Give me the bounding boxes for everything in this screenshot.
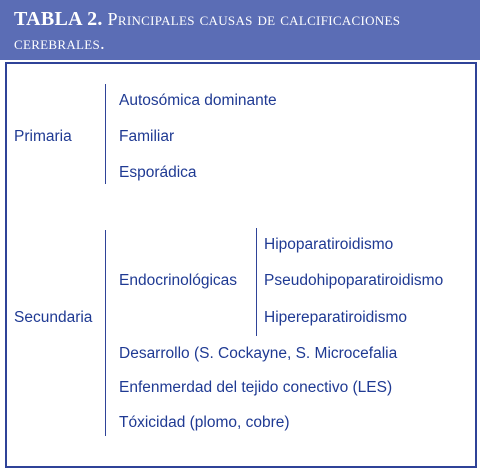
endocrino-item-hipereparatiroidismo: Hipereparatiroidismo xyxy=(264,309,408,326)
secundaria-item-desarrollo: Desarrollo (S. Cockayne, S. Microcefalia xyxy=(119,345,398,362)
secundaria-label: Secundaria xyxy=(14,309,93,326)
primaria-item-familiar: Familiar xyxy=(119,128,175,145)
table-frame xyxy=(5,62,477,468)
primaria-item-autosomica: Autosómica dominante xyxy=(119,92,277,109)
caption-title-part1: Principales causas de calcificaciones xyxy=(107,9,401,29)
caption-line-2 xyxy=(14,31,470,55)
endocrino-bracket-line xyxy=(256,228,257,336)
caption-line-1 xyxy=(14,7,470,31)
primaria-item-esporadica: Esporádica xyxy=(119,164,197,181)
caption-title-part2: cerebrales. xyxy=(14,33,105,53)
primaria-label: Primaria xyxy=(14,128,72,145)
secundaria-bracket-line xyxy=(105,230,106,436)
endocrino-label: Endocrinológicas xyxy=(119,272,238,289)
endocrino-item-pseudohipoparatiroidismo: Pseudohipoparatiroidismo xyxy=(264,272,444,289)
endocrino-item-hipoparatiroidismo: Hipoparatiroidismo xyxy=(264,236,394,253)
primaria-bracket-line xyxy=(105,84,106,184)
secundaria-item-tejido-conectivo: Enfenmerdad del tejido conectivo (LES) xyxy=(119,379,393,396)
table-caption-header xyxy=(0,0,480,60)
secundaria-item-toxicidad: Tóxicidad (plomo, cobre) xyxy=(119,414,290,431)
table-number-label: TABLA 2. xyxy=(14,8,103,30)
